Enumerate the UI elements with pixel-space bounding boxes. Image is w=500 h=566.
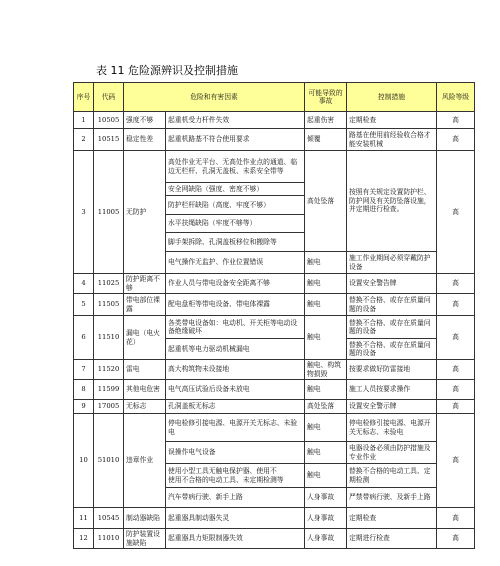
cell-hazard-name: 无防护 [124,151,166,274]
cell-measure: 停电检修引接电源、电源开关无标志、未验电 [347,414,437,442]
cell-hazard-detail: 电气操作无监护、作业位置错误 [166,252,305,274]
cell-hazard-name: 防护距离不够 [124,274,166,294]
cell-hazard-detail: 水平扶绳缺陷（牢度不够等） [166,215,305,233]
cell-hazard-name: 带电部位裸露 [124,294,166,316]
detail-prefix: 使用小型工具无触电保护器、使用不 [168,467,277,476]
cell-code: 10545 [94,508,124,529]
cell-hazard-detail: 误操作电气设备 [166,442,305,464]
cell-code: 11510 [94,316,124,360]
cell-hazard-name: 漏电（电火花） [124,316,166,360]
table-row [74,508,475,529]
cell-accident: 触电 [305,414,347,442]
header-risk: 风险等级 [437,83,475,112]
cell-risk: 高 [437,400,475,414]
cell-measure: 施工人员按要求操作 [347,380,437,400]
header-accident: 可能导致的事故 [305,83,347,112]
cell-measure: 替换不合格、或存在质量问题的设备 [347,316,437,339]
cell-hazard-name: 其他电危害 [124,380,166,400]
cell-hazard-detail: 作业人员与带电设备安全距离不够 [166,274,305,294]
table-row [74,274,475,294]
cell-hazard-detail: 高大构筑物未设接地 [166,360,305,380]
cell-accident: 人身事故 [305,508,347,529]
cell-hazard-name: 违章作业 [124,414,166,508]
cell-risk: 高 [437,151,475,274]
cell-measure: 按照有关规定设置防护栏、防护网及有关防坠落设施，并定期进行检查。 [347,151,437,252]
cell-seq: 4 [74,274,94,294]
header-hazard: 危险和有害因素 [124,83,305,112]
cell-risk: 高 [437,294,475,316]
cell-hazard-detail: 配电盘柜等带电设备、带电体裸露 [166,294,305,316]
table-row [74,400,475,414]
cell-seq: 8 [74,380,94,400]
cell-hazard-detail: 脚手架拆除、孔洞盖板移位和搬除等 [166,233,305,252]
cell-code: 10515 [94,129,124,151]
cell-hazard-name: 雷电 [124,360,166,380]
cell-code: 11520 [94,360,124,380]
cell-accident: 触电 [305,316,347,360]
cell-measure: 设置安全警告牌 [347,274,437,294]
cell-hazard-detail: 高处作业无平台、无高处作业点的通道、临边无栏杆、孔洞无盖板、未系安全带等 [166,151,305,183]
cell-code: 51010 [94,414,124,508]
header-measure: 控制措施 [347,83,437,112]
cell-measure: 定期检查 [347,112,437,129]
cell-hazard-detail: 电气高压试验后设备未放电 [166,380,305,400]
header-code: 代码 [94,83,124,112]
cell-hazard-name: 强度不够 [124,112,166,129]
cell-accident: 高处坠落 [305,151,347,252]
cell-hazard-detail: 起重机受力杆件失效 [166,112,305,129]
cell-risk: 高 [437,508,475,529]
cell-seq: 7 [74,360,94,380]
cell-seq: 3 [74,151,94,274]
cell-measure: 电器设备必须由防护措施及专业作业 [347,442,437,464]
cell-measure: 定期检查 [347,508,437,529]
cell-risk: 高 [437,112,475,129]
table-row [74,380,475,400]
cell-accident: 人身事故 [305,488,347,508]
cell-code: 17005 [94,400,124,414]
cell-accident: 触电、构筑物损毁 [305,360,347,380]
cell-risk: 高 [437,274,475,294]
cell-accident: 触电 [305,464,347,488]
cell-risk: 高 [437,129,475,151]
table-row [74,151,475,183]
table-row [74,294,475,316]
cell-accident: 触电 [305,294,347,316]
table-row [74,129,475,151]
detail-text: 使用不合格的电动工具、未定期检测等 [168,475,284,484]
cell-hazard-name: 稳定性差 [124,129,166,151]
cell-accident: 高处坠落 [305,400,347,414]
cell-hazard-detail: 防护栏杆缺陷（高度、牢度不够） [166,196,305,215]
cell-hazard-detail: 起重器具力矩限制器失效 [166,529,305,549]
cell-risk: 高 [437,380,475,400]
cell-hazard-name: 防护装置设施缺陷 [124,529,166,549]
cell-seq: 9 [74,400,94,414]
cell-hazard-name: 制动器缺陷 [124,508,166,529]
cell-measure: 设置安全警示牌 [347,400,437,414]
cell-seq: 11 [74,508,94,529]
cell-accident: 人身事故 [305,529,347,549]
cell-accident: 触电 [305,442,347,464]
cell-accident: 倾覆 [305,129,347,151]
header-seq: 序号 [74,83,94,112]
cell-hazard-detail [166,464,305,488]
cell-seq: 1 [74,112,94,129]
cell-hazard-detail: 起重机路基不符合使用要求 [166,129,305,151]
cell-measure: 定期进行检查 [347,529,437,549]
cell-code: 11005 [94,151,124,274]
cell-hazard-detail: 孔洞盖板无标志 [166,400,305,414]
cell-hazard-detail: 起重器具制动器失灵 [166,508,305,529]
cell-code: 11025 [94,274,124,294]
cell-hazard-detail: 汽车带病行驶、新手上路 [166,488,305,508]
cell-hazard-name: 无标志 [124,400,166,414]
cell-measure: 施工作业期间必须穿戴防护设备 [347,252,437,274]
cell-accident: 起重伤害 [305,112,347,129]
cell-seq: 10 [74,414,94,508]
cell-measure: 替换不合格的电动工具、定期检测 [347,464,437,488]
cell-code: 11599 [94,380,124,400]
cell-measure: 替换不合格、或存在质量问题的设备 [347,294,437,316]
cell-measure: 替换不合格、或存在质量问题的设备 [347,339,437,360]
cell-code: 11505 [94,294,124,316]
cell-accident: 触电 [305,252,347,274]
cell-seq: 2 [74,129,94,151]
hazard-table [73,82,475,549]
cell-hazard-detail: 各类带电设备如：电动机、开关柜等电动设备绝缘破坏 [166,316,305,339]
cell-accident: 触电 [305,274,347,294]
cell-hazard-detail: 安全网缺陷（强度、密度不够） [166,183,305,196]
cell-accident: 触电 [305,380,347,400]
cell-code: 10505 [94,112,124,129]
cell-hazard-detail: 停电检修引接电源、电源开关无标志、未验电 [166,414,305,442]
cell-measure: 按要求做好防雷接地 [347,360,437,380]
cell-hazard-detail: 起重机等电力驱动机械漏电 [166,339,305,360]
table-row [74,316,475,339]
table-row [74,112,475,129]
cell-risk: 高 [437,360,475,380]
cell-seq: 6 [74,316,94,360]
cell-code: 11010 [94,529,124,549]
table-row [74,529,475,549]
table-row [74,360,475,380]
cell-measure: 严禁带病行驶、及新手上路 [347,488,437,508]
cell-risk: 高 [437,529,475,549]
cell-risk: 高 [437,414,475,508]
cell-seq: 5 [74,294,94,316]
table-row [74,414,475,442]
cell-measure: 路基在使用前经验收合格才能安装机械 [347,129,437,151]
cell-seq: 12 [74,529,94,549]
table-caption: 表 11 危险源辨识及控制措施 [96,64,238,77]
table-header-row [74,83,475,112]
cell-risk: 高 [437,316,475,360]
